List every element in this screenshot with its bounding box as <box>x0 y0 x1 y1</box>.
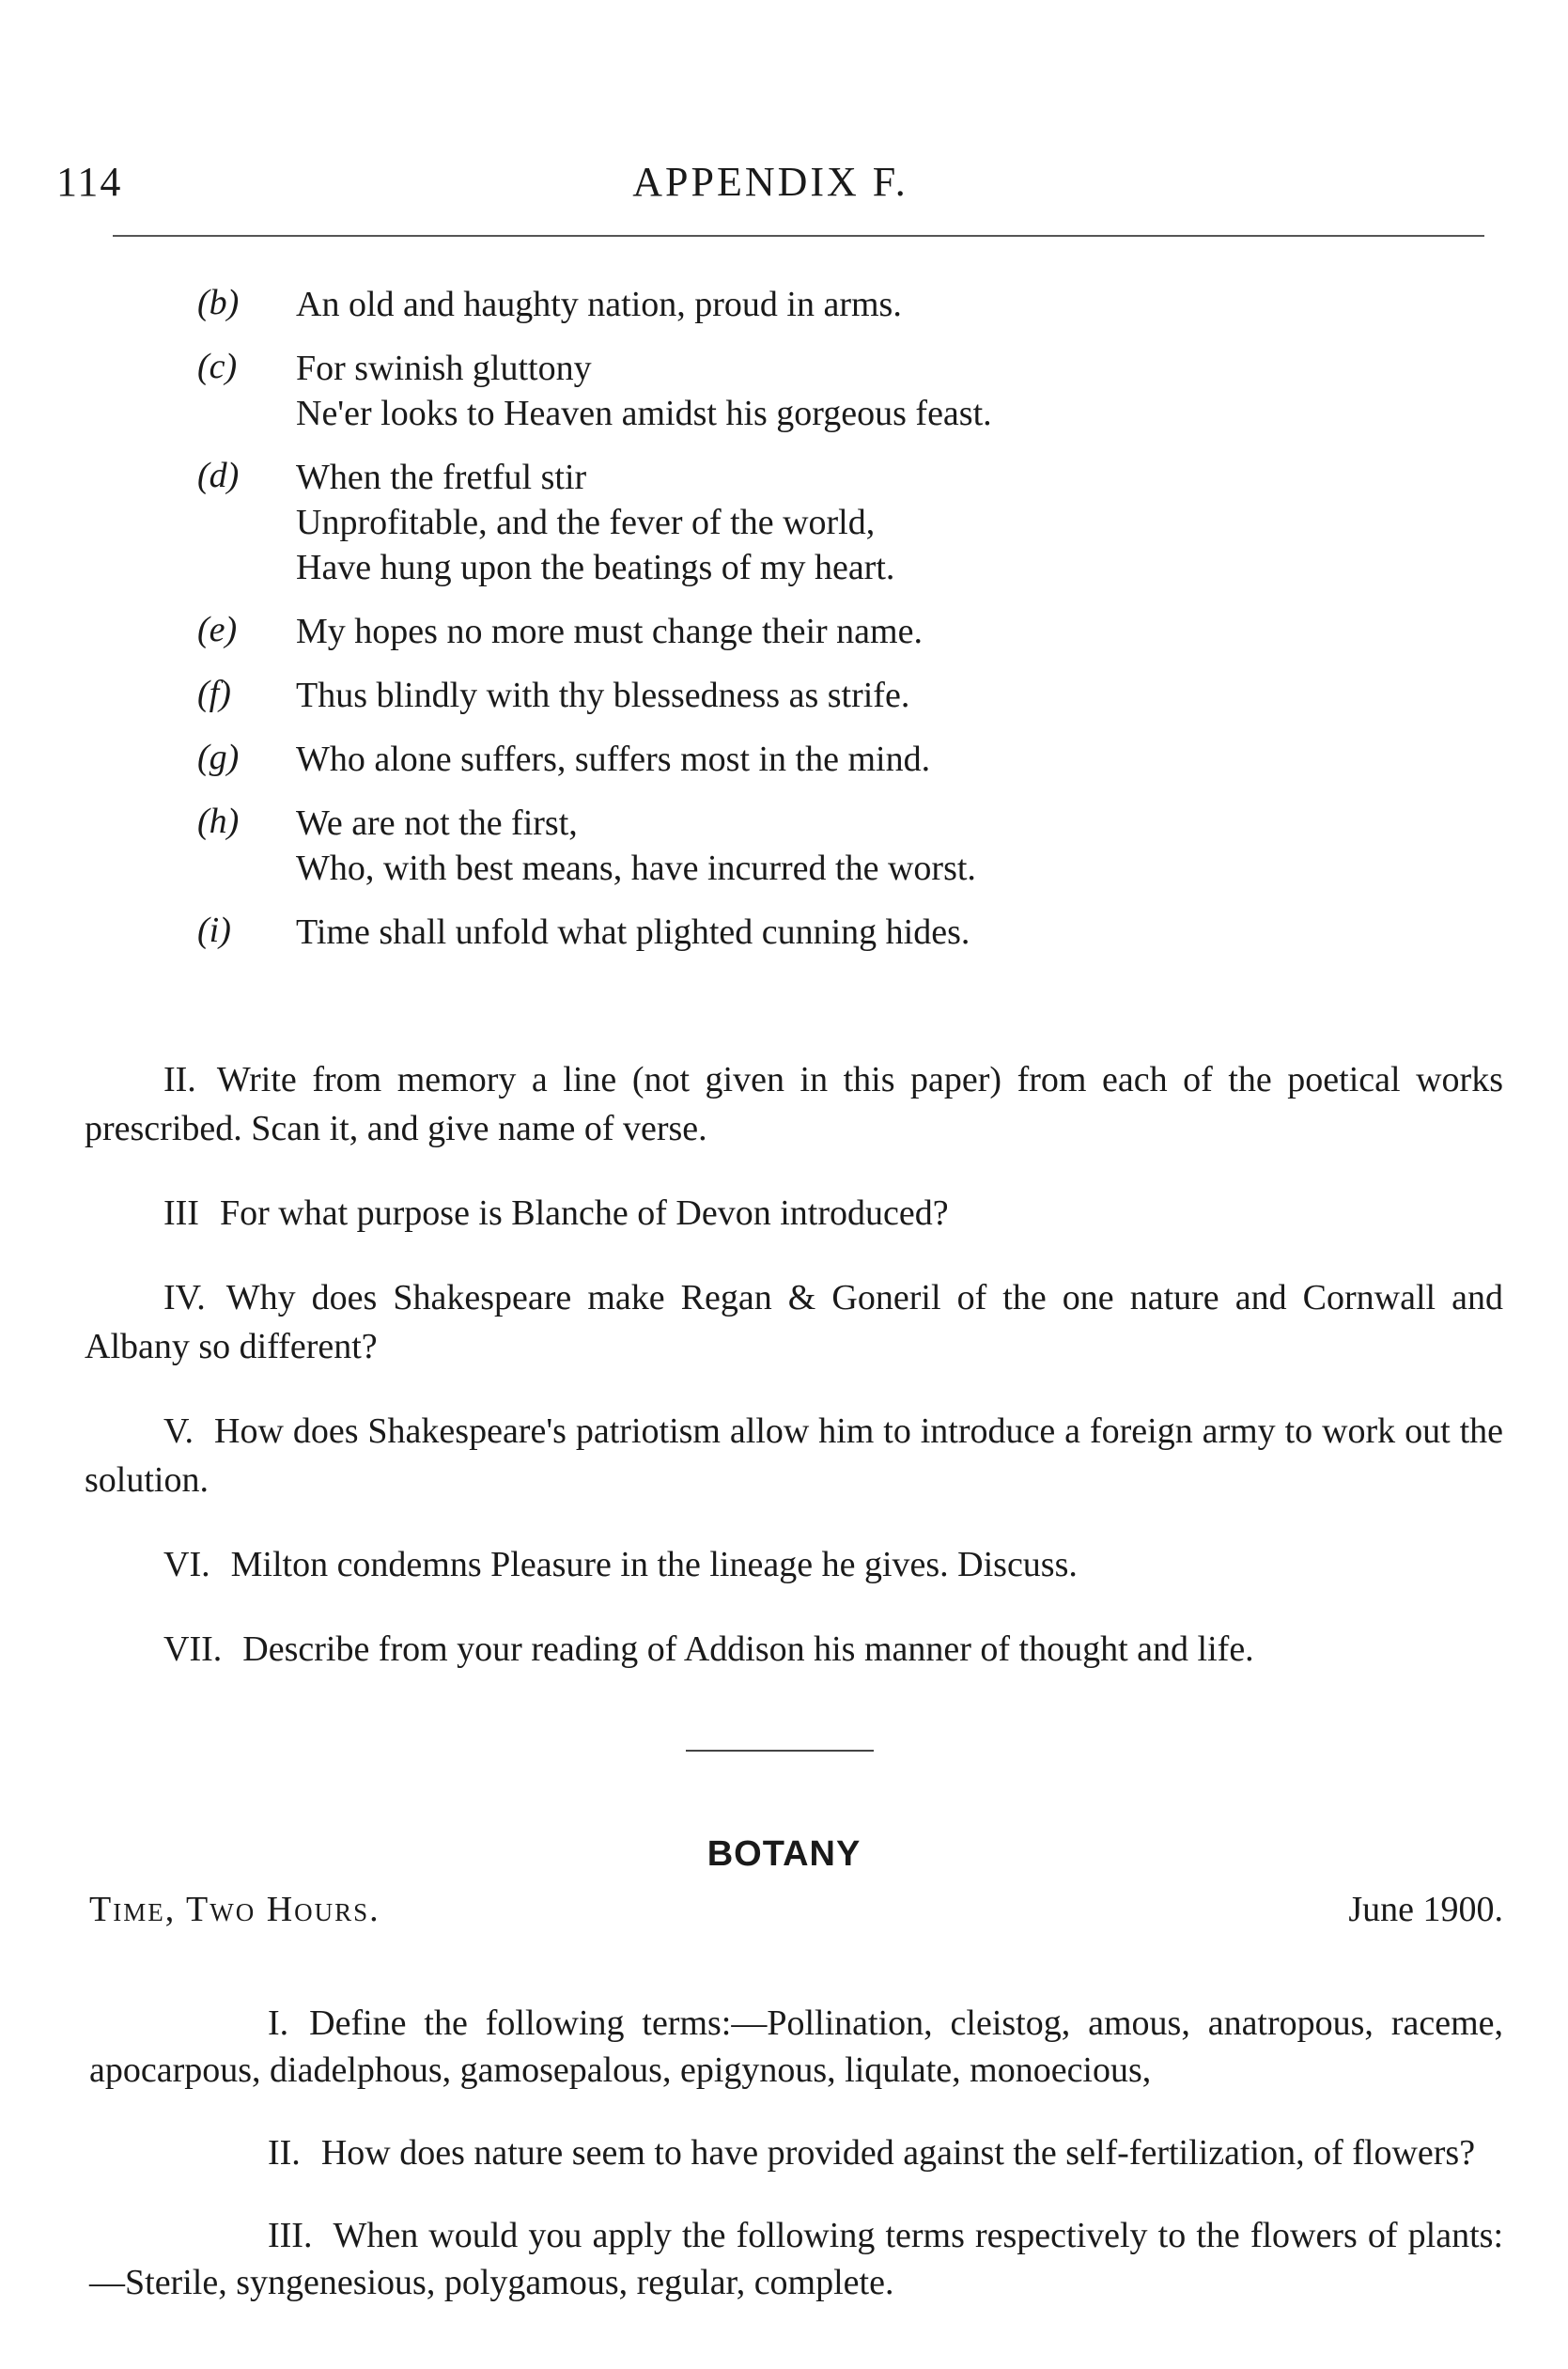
question-text: How does Shakespeare's patriotism allow him to introduce a foreign army to work out the solution. <box>85 1411 1503 1500</box>
passage-line: Time shall unfold what plighted cunning hides. <box>296 912 970 952</box>
botany-questions <box>89 1964 1503 2330</box>
passage-line: Have hung upon the beatings of my heart. <box>296 548 895 587</box>
section-divider <box>686 1750 874 1752</box>
header-rule <box>113 235 1484 237</box>
question-text: How does nature seem to have provided against the self-fertilization, of flowers? <box>320 2133 1476 2173</box>
passage-h <box>188 801 1390 891</box>
question-text: When would you apply the following terms respectively to the flowers of plants:—Sterile, syngenesious, polygamous, regular, complete. <box>89 2216 1503 2302</box>
question-text: Describe from your reading of Addison his manner of thought and life. <box>242 1629 1254 1669</box>
question <box>85 1189 1503 1238</box>
question <box>85 1540 1503 1589</box>
passage-line: My hopes no more must change their name. <box>296 612 923 651</box>
passage-list <box>188 282 1390 974</box>
question-text: Why does Shakespeare make Regan & Goneril of the one nature and Cornwall and Albany so different? <box>85 1278 1503 1366</box>
question-number: VI. <box>163 1545 210 1584</box>
passage-label: (g) <box>197 738 240 777</box>
passage-line: Who, with best means, have incurred the worst. <box>296 849 976 888</box>
passage-label: (b) <box>197 283 240 322</box>
question <box>85 1273 1503 1371</box>
passage-label: (d) <box>197 456 240 495</box>
question <box>89 2000 1503 2094</box>
question <box>89 2129 1503 2176</box>
question-text: Milton condemns Pleasure in the lineage he gives. Discuss. <box>230 1545 1078 1584</box>
english-questions <box>85 1020 1503 1698</box>
passage-line: Ne'er looks to Heaven amidst his gorgeous feast. <box>296 394 992 433</box>
passage-label: (h) <box>197 802 240 841</box>
passage-line: Unprofitable, and the fever of the world, <box>296 503 876 542</box>
question-number: V. <box>163 1411 194 1451</box>
question-number: VII. <box>163 1629 223 1669</box>
section-title: BOTANY <box>706 1834 862 1874</box>
passage-line: Who alone suffers, suffers most in the mind. <box>296 740 931 779</box>
exam-info <box>89 1889 1503 1936</box>
passage-d <box>188 455 1390 590</box>
passage-label: (c) <box>197 347 238 386</box>
passage-line: Thus blindly with thy blessedness as strife. <box>296 676 910 715</box>
question-number: IV. <box>163 1278 206 1317</box>
question-number: II. <box>268 2133 301 2173</box>
question <box>85 1055 1503 1153</box>
running-head: APPENDIX F. <box>632 159 908 205</box>
passage-label: (f) <box>197 674 231 713</box>
passage-line: An old and haughty nation, proud in arms. <box>296 285 902 324</box>
passage-f <box>188 673 1390 718</box>
question-number: I. <box>268 2003 289 2043</box>
question-text: Write from memory a line (not given in this paper) from each of the poetical works prescribed. Scan it, and give name of verse. <box>85 1060 1503 1148</box>
passage-b <box>188 282 1390 327</box>
passage-label: (e) <box>197 610 238 649</box>
exam-duration: Time, Two Hours. <box>89 1890 380 1929</box>
passage-line: We are not the first, <box>296 803 578 843</box>
exam-date: June 1900. <box>1348 1890 1503 1929</box>
question-number: II. <box>163 1060 196 1099</box>
question <box>85 1407 1503 1504</box>
question-text: Define the following terms:—Pollination, cleistog, amous, anatropous, raceme, apocarpous, diadelphous, gamosepalous, epigynous, liqulate, monoecious, <box>89 2003 1503 2090</box>
question-text: For what purpose is Blanche of Devon introduced? <box>219 1193 949 1233</box>
question-number: III <box>163 1193 199 1233</box>
passage-g <box>188 737 1390 782</box>
passage-c <box>188 346 1390 436</box>
passage-line: When the fretful stir <box>296 458 587 497</box>
page-number: 114 <box>56 159 123 205</box>
question <box>85 1625 1503 1674</box>
passage-i <box>188 910 1390 955</box>
question-number: III. <box>268 2216 313 2255</box>
passage-label: (i) <box>197 911 231 950</box>
page-header <box>56 158 1484 214</box>
passage-e <box>188 609 1390 654</box>
passage-line: For swinish gluttony <box>296 349 592 388</box>
question <box>89 2212 1503 2306</box>
